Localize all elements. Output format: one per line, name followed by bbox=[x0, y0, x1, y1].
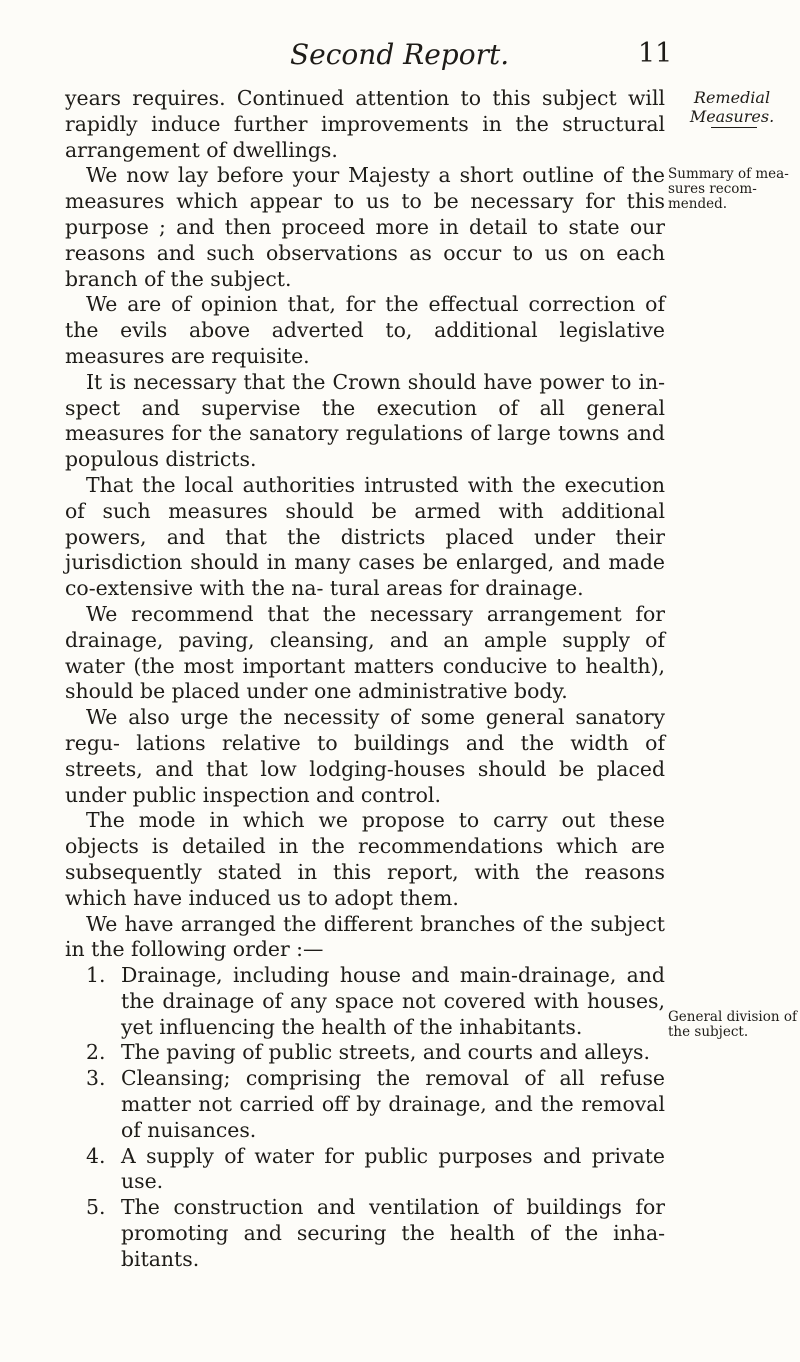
paragraph: We have arranged the different branches of the subject in the following order :— bbox=[65, 911, 665, 962]
margin-note-general-division: General division of the subject. bbox=[668, 1009, 797, 1040]
subject-division-list bbox=[65, 963, 665, 1273]
page-number: 11 bbox=[638, 38, 673, 69]
list-item-number: 3. bbox=[86, 1066, 106, 1091]
list-item-number: 2. bbox=[86, 1040, 106, 1065]
paragraph: We recommend that the necessary arrangement for drainage, paving, cleansing, and an ample supply of water (the most important matters conducive to health), should be placed under one administrative body. bbox=[65, 601, 665, 704]
list-item bbox=[65, 963, 665, 1040]
paragraph: We are of opinion that, for the effectual correction of the evils above adverted to, additional legislative measures are requisite. bbox=[65, 292, 665, 368]
list-item bbox=[65, 1066, 665, 1143]
list-item-text: Cleansing; comprising the removal of all refuse matter not carried off by drainage, and the removal of nuisances. bbox=[121, 1066, 665, 1142]
paragraph: It is necessary that the Crown should have power to in- spect and supervise the execution of all general measures for the sanatory regulations of large towns and populous districts. bbox=[65, 369, 665, 472]
paragraph: years requires. Continued attention to this subject will rapidly induce further improvements in the structural arrangement of dwellings. bbox=[65, 86, 665, 162]
paragraph: The mode in which we propose to carry out these objects is detailed in the recommendations which are subsequently stated in this report, with the reasons which have induced us to adopt them. bbox=[65, 808, 665, 910]
list-item-text: The construction and ventilation of buildings for promoting and securing the health of the inha- bitants. bbox=[121, 1195, 665, 1271]
list-item bbox=[65, 1195, 665, 1272]
list-item-number: 1. bbox=[86, 963, 106, 988]
list-item-number: 5. bbox=[86, 1195, 106, 1220]
list-item-number: 4. bbox=[86, 1143, 106, 1168]
margin-note-underline bbox=[711, 127, 757, 128]
list-item-text: Drainage, including house and main-drainage, and the drainage of any space not covered with houses, yet influencing the health of the inhabitants. bbox=[121, 963, 665, 1039]
report-body bbox=[65, 86, 665, 1273]
list-item bbox=[65, 1040, 665, 1066]
margin-note-summary: Summary of mea- sures recom- mended. bbox=[668, 166, 789, 212]
paragraph: We also urge the necessity of some general sanatory regu- lations relative to buildings and the width of streets, and that low lodging-houses should be placed under public inspection and control. bbox=[65, 705, 665, 807]
paragraph: We now lay before your Majesty a short outline of the measures which appear to us to be necessary for this purpose ; and then proceed more in detail to state our reasons and such observations as occur to us on each branch of the subject. bbox=[65, 163, 665, 291]
paragraph: That the local authorities intrusted with the execution of such measures should be armed with additional powers, and that the districts placed under their jurisdiction should in many cases be enlarged, and made co-extensive with the na- tural areas for drainage. bbox=[65, 472, 665, 601]
page-header bbox=[0, 38, 800, 78]
list-item bbox=[65, 1144, 665, 1196]
running-title: Second Report. bbox=[290, 38, 510, 71]
margin-note-remedial: Remedial Measures. bbox=[689, 88, 775, 126]
list-item-text: The paving of public streets, and courts and alleys. bbox=[121, 1040, 650, 1065]
list-item-text: A supply of water for public purposes and private use. bbox=[121, 1143, 665, 1194]
